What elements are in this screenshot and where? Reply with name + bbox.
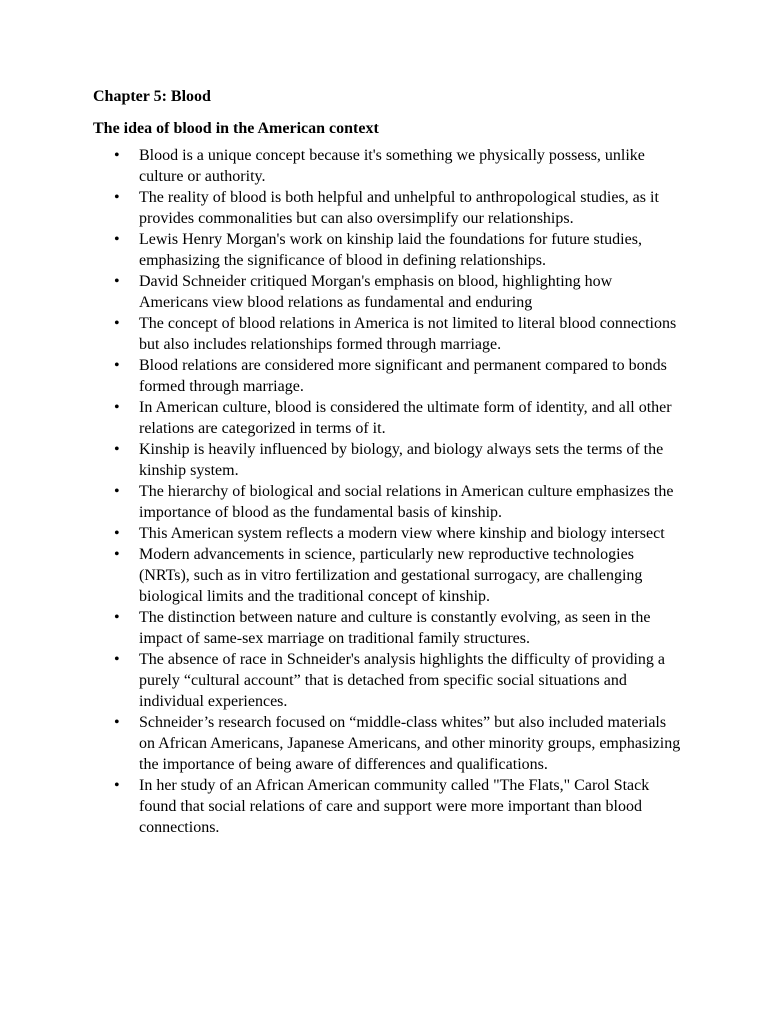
bullet-item: • In American culture, blood is considered the ultimate form of identity, and all other relations are categorized in terms of it. [93,397,683,439]
chapter-title: Chapter 5: Blood [93,88,211,105]
document-page [93,86,683,838]
bullet-item: • In her study of an African American community called "The Flats," Carol Stack found that social relations of care and support were more important than blood connections. [93,775,683,838]
bullet-item: • The absence of race in Schneider's analysis highlights the difficulty of providing a purely “cultural account” that is detached from specific social situations and individual experiences. [93,649,683,712]
bullet-item: • Kinship is heavily influenced by biology, and biology always sets the terms of the kinship system. [93,439,683,481]
bullet-item: • The reality of blood is both helpful and unhelpful to anthropological studies, as it provides commonalities but can also oversimplify our relationships. [93,187,683,229]
bullet-item: • The concept of blood relations in America is not limited to literal blood connections but also includes relationships formed through marriage. [93,313,683,355]
bullet-item: • Modern advancements in science, particularly new reproductive technologies (NRTs), such as in vitro fertilization and gestational surrogacy, are challenging biological limits and the traditional concept of kinship. [93,544,683,607]
bullet-item: • Schneider’s research focused on “middle-class whites” but also included materials on African Americans, Japanese Americans, and other minority groups, emphasizing the importance of being aware of differences and qualifications. [93,712,683,775]
bullet-item: • Blood relations are considered more significant and permanent compared to bonds formed through marriage. [93,355,683,397]
section-heading: The idea of blood in the American context [93,120,379,137]
bullet-item: • The distinction between nature and culture is constantly evolving, as seen in the impact of same-sex marriage on traditional family structures. [93,607,683,649]
bullet-item: • David Schneider critiqued Morgan's emphasis on blood, highlighting how Americans view blood relations as fundamental and enduring [93,271,683,313]
bullet-item: • This American system reflects a modern view where kinship and biology intersect [93,523,683,544]
bullet-list [93,145,683,838]
bullet-item: • Lewis Henry Morgan's work on kinship laid the foundations for future studies, emphasizing the significance of blood in defining relationships. [93,229,683,271]
bullet-item: • The hierarchy of biological and social relations in American culture emphasizes the importance of blood as the fundamental basis of kinship. [93,481,683,523]
bullet-item: • Blood is a unique concept because it's something we physically possess, unlike culture or authority. [93,145,683,187]
